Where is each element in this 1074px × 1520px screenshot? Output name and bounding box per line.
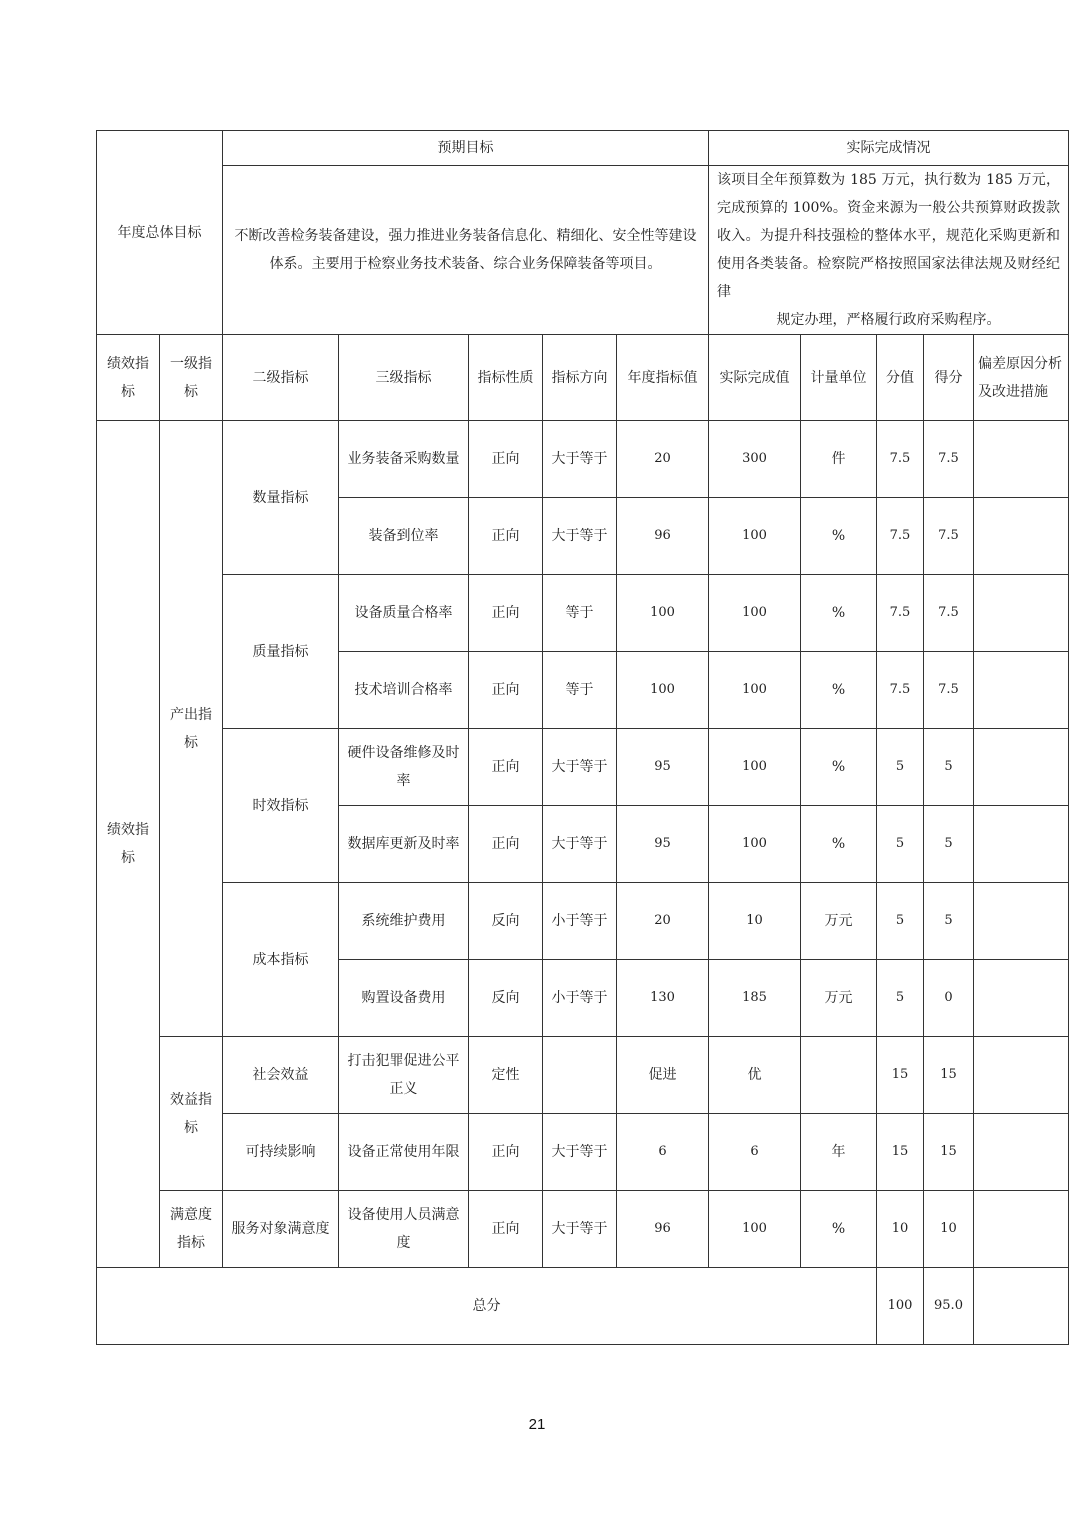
row-unit — [801, 1037, 877, 1114]
row-value: 10 — [877, 1191, 924, 1268]
header-level1: 一级指标 — [160, 335, 223, 421]
table-row — [97, 575, 1069, 652]
header-analysis: 偏差原因分析及改进措施 — [974, 335, 1069, 421]
row-value: 5 — [877, 806, 924, 883]
group-social: 社会效益 — [223, 1037, 339, 1114]
row-target: 95 — [617, 729, 709, 806]
row-value: 15 — [877, 1037, 924, 1114]
table-row — [97, 1191, 1069, 1268]
row-direction: 等于 — [543, 652, 617, 729]
actual-completion-text-last: 规定办理，严格履行政府采购程序。 — [776, 312, 1001, 328]
group-quality: 质量指标 — [223, 575, 339, 729]
row-unit: 万元 — [801, 883, 877, 960]
row-direction: 小于等于 — [543, 883, 617, 960]
group-cost: 成本指标 — [223, 883, 339, 1037]
header-direction: 指标方向 — [543, 335, 617, 421]
table-row — [97, 1037, 1069, 1114]
row-nature: 正向 — [469, 498, 543, 575]
column-header-row — [97, 335, 1069, 421]
row-nature: 正向 — [469, 421, 543, 498]
row-actual: 185 — [709, 960, 801, 1037]
total-score: 95.0 — [924, 1268, 974, 1345]
row-score: 5 — [924, 883, 974, 960]
group-timeliness: 时效指标 — [223, 729, 339, 883]
row-target: 20 — [617, 883, 709, 960]
row-analysis — [974, 729, 1069, 806]
total-analysis — [974, 1268, 1069, 1345]
row-analysis — [974, 652, 1069, 729]
page-number: 21 — [528, 1416, 546, 1433]
header-level2: 二级指标 — [223, 335, 339, 421]
row-unit: 年 — [801, 1114, 877, 1191]
row-name: 业务装备采购数量 — [339, 421, 469, 498]
row-score: 0 — [924, 960, 974, 1037]
table-row — [97, 729, 1069, 806]
row-score: 5 — [924, 806, 974, 883]
row-actual: 100 — [709, 729, 801, 806]
row-analysis — [974, 421, 1069, 498]
row-name: 设备使用人员满意度 — [339, 1191, 469, 1268]
row-actual: 100 — [709, 1191, 801, 1268]
row-actual: 6 — [709, 1114, 801, 1191]
row-nature: 正向 — [469, 575, 543, 652]
row-target: 96 — [617, 498, 709, 575]
row-value: 5 — [877, 729, 924, 806]
overall-header-row — [97, 131, 1069, 166]
row-actual: 10 — [709, 883, 801, 960]
group-output: 产出指标 — [160, 421, 223, 1037]
row-score: 10 — [924, 1191, 974, 1268]
performance-table — [96, 130, 1069, 1345]
row-actual: 100 — [709, 498, 801, 575]
overall-goal-label: 年度总体目标 — [97, 131, 223, 335]
row-target: 20 — [617, 421, 709, 498]
header-unit: 计量单位 — [801, 335, 877, 421]
row-name: 数据库更新及时率 — [339, 806, 469, 883]
row-target: 6 — [617, 1114, 709, 1191]
row-analysis — [974, 883, 1069, 960]
row-score: 7.5 — [924, 652, 974, 729]
row-name: 硬件设备维修及时率 — [339, 729, 469, 806]
row-actual: 优 — [709, 1037, 801, 1114]
group-satisfaction: 满意度指标 — [160, 1191, 223, 1268]
row-value: 7.5 — [877, 421, 924, 498]
row-target: 95 — [617, 806, 709, 883]
row-unit: % — [801, 652, 877, 729]
row-value: 7.5 — [877, 575, 924, 652]
row-actual: 100 — [709, 575, 801, 652]
row-direction: 大于等于 — [543, 806, 617, 883]
row-name: 技术培训合格率 — [339, 652, 469, 729]
row-analysis — [974, 960, 1069, 1037]
row-direction: 大于等于 — [543, 729, 617, 806]
row-unit: % — [801, 1191, 877, 1268]
group-benefit: 效益指标 — [160, 1037, 223, 1191]
row-unit: 件 — [801, 421, 877, 498]
row-score: 5 — [924, 729, 974, 806]
row-target: 130 — [617, 960, 709, 1037]
row-score: 7.5 — [924, 421, 974, 498]
row-name: 装备到位率 — [339, 498, 469, 575]
header-score: 得分 — [924, 335, 974, 421]
row-target: 100 — [617, 575, 709, 652]
row-nature: 反向 — [469, 883, 543, 960]
row-name: 打击犯罪促进公平正义 — [339, 1037, 469, 1114]
row-unit: 万元 — [801, 960, 877, 1037]
row-unit: % — [801, 498, 877, 575]
row-target: 96 — [617, 1191, 709, 1268]
row-unit: % — [801, 575, 877, 652]
row-analysis — [974, 575, 1069, 652]
total-label: 总分 — [97, 1268, 877, 1345]
row-nature: 正向 — [469, 1191, 543, 1268]
actual-completion-header: 实际完成情况 — [709, 131, 1069, 166]
row-direction: 大于等于 — [543, 498, 617, 575]
row-actual: 100 — [709, 806, 801, 883]
overall-content-row — [97, 166, 1069, 335]
row-direction: 等于 — [543, 575, 617, 652]
row-nature: 定性 — [469, 1037, 543, 1114]
header-actual: 实际完成值 — [709, 335, 801, 421]
total-value: 100 — [877, 1268, 924, 1345]
row-nature: 正向 — [469, 652, 543, 729]
row-name: 设备正常使用年限 — [339, 1114, 469, 1191]
row-actual: 100 — [709, 652, 801, 729]
row-name: 系统维护费用 — [339, 883, 469, 960]
row-analysis — [974, 1037, 1069, 1114]
row-score: 7.5 — [924, 575, 974, 652]
row-score: 15 — [924, 1114, 974, 1191]
row-direction: 大于等于 — [543, 421, 617, 498]
row-score: 15 — [924, 1037, 974, 1114]
row-analysis — [974, 498, 1069, 575]
row-score: 7.5 — [924, 498, 974, 575]
expected-goal-header: 预期目标 — [223, 131, 709, 166]
row-unit: % — [801, 729, 877, 806]
group-perf: 绩效指标 — [97, 421, 160, 1268]
table-row — [97, 1114, 1069, 1191]
row-name: 设备质量合格率 — [339, 575, 469, 652]
header-nature: 指标性质 — [469, 335, 543, 421]
row-analysis — [974, 1191, 1069, 1268]
row-unit: % — [801, 806, 877, 883]
row-direction: 小于等于 — [543, 960, 617, 1037]
row-direction — [543, 1037, 617, 1114]
row-analysis — [974, 1114, 1069, 1191]
row-target: 促进 — [617, 1037, 709, 1114]
row-analysis — [974, 806, 1069, 883]
row-value: 7.5 — [877, 498, 924, 575]
row-nature: 正向 — [469, 806, 543, 883]
row-target: 100 — [617, 652, 709, 729]
table-row — [97, 421, 1069, 498]
expected-goal-text: 不断改善检务装备建设，强力推进业务装备信息化、精细化、安全性等建设体系。主要用于检察业务技术装备、综合业务保障装备等项目。 — [223, 166, 709, 335]
header-perf-indicator: 绩效指标 — [97, 335, 160, 421]
header-level3: 三级指标 — [339, 335, 469, 421]
row-value: 7.5 — [877, 652, 924, 729]
row-value: 15 — [877, 1114, 924, 1191]
row-nature: 正向 — [469, 1114, 543, 1191]
group-sustainable: 可持续影响 — [223, 1114, 339, 1191]
row-direction: 大于等于 — [543, 1114, 617, 1191]
row-nature: 正向 — [469, 729, 543, 806]
total-row — [97, 1268, 1069, 1345]
header-target: 年度指标值 — [617, 335, 709, 421]
row-nature: 反向 — [469, 960, 543, 1037]
row-direction: 大于等于 — [543, 1191, 617, 1268]
row-value: 5 — [877, 960, 924, 1037]
header-score-value: 分值 — [877, 335, 924, 421]
group-quantity: 数量指标 — [223, 421, 339, 575]
row-name: 购置设备费用 — [339, 960, 469, 1037]
table-row — [97, 883, 1069, 960]
actual-completion-cell — [709, 166, 1069, 335]
row-actual: 300 — [709, 421, 801, 498]
row-value: 5 — [877, 883, 924, 960]
actual-completion-text: 该项目全年预算数为 185 万元，执行数为 185 万元，完成预算的 100%。资金来源为一般公共预算财政拨款收入。为提升科技强检的整体水平，规范化采购更新和使用各类装备。检察院严格按照国家法律法规及财经纪律 — [717, 172, 1061, 300]
group-service: 服务对象满意度 — [223, 1191, 339, 1268]
